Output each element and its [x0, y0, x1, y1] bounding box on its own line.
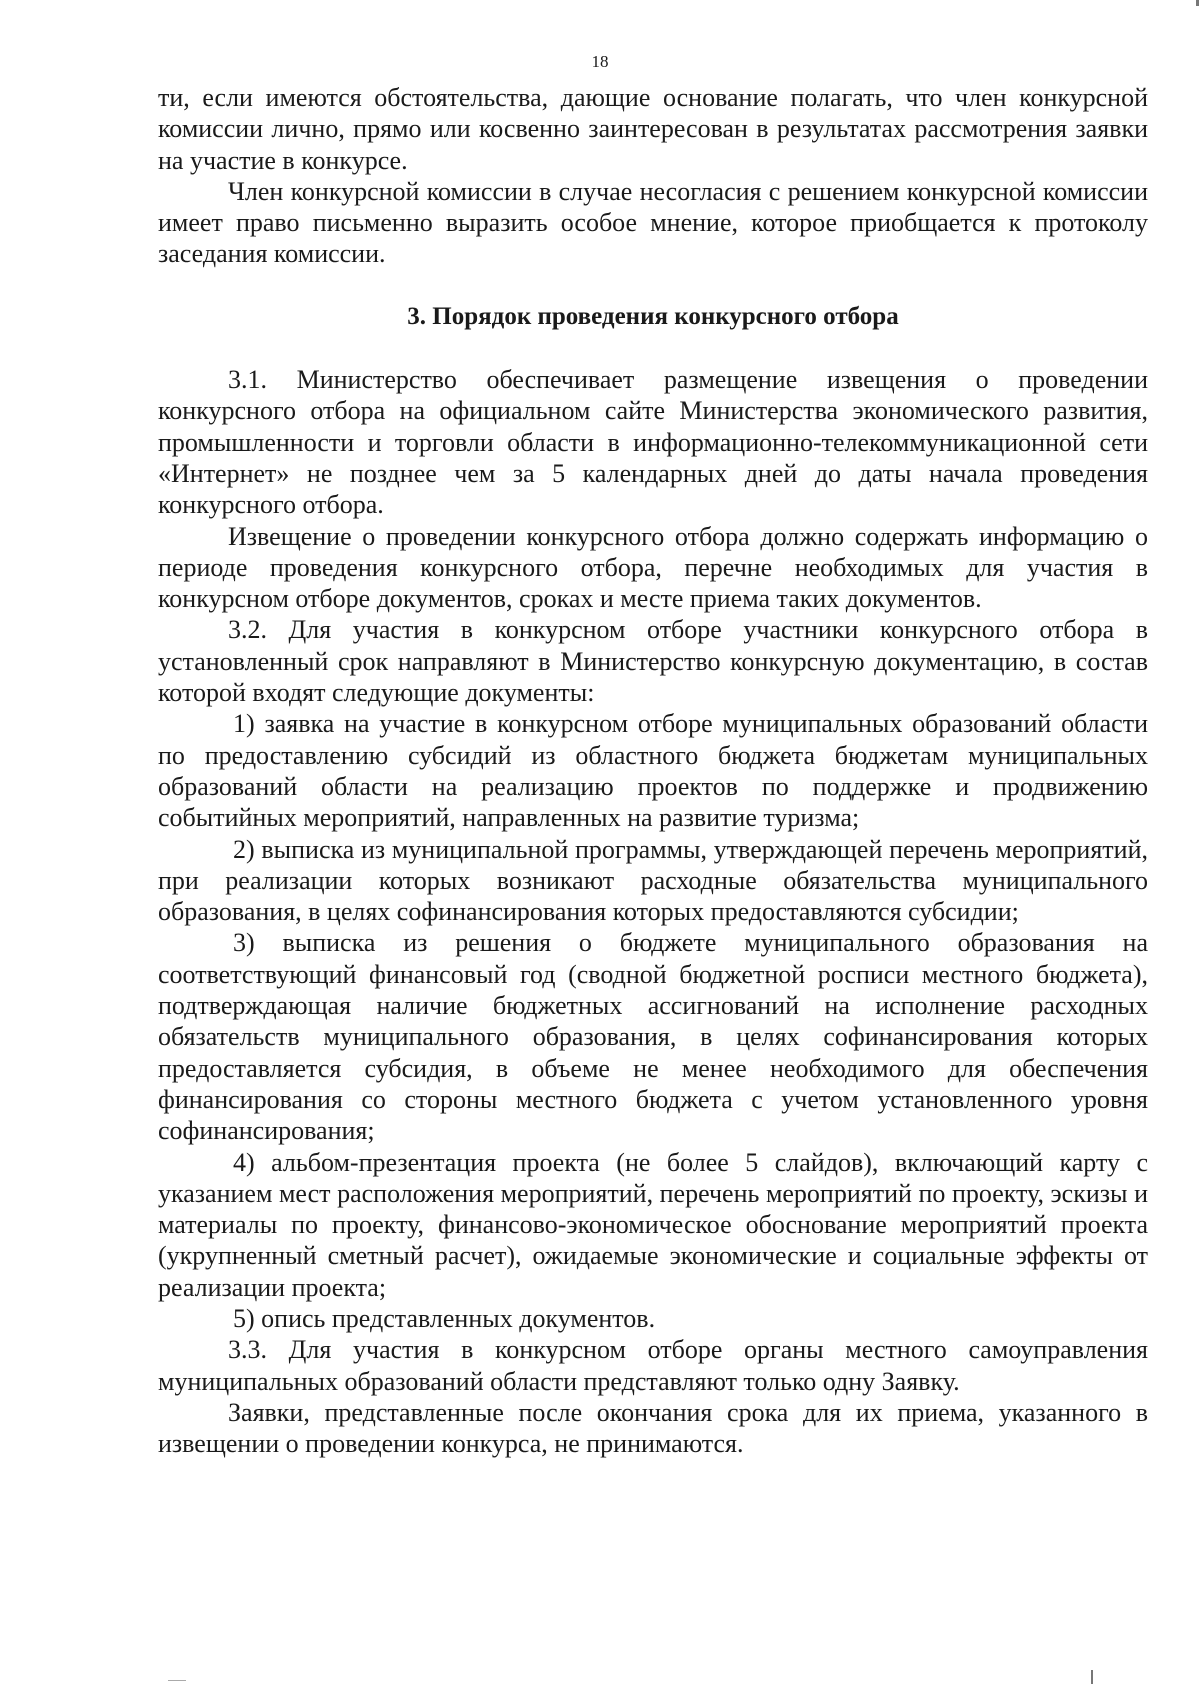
paragraph-late-applications: Заявки, представленные после окончания срока для их приема, указанного в извещении о проведении конкурса, не принимаются.	[158, 1397, 1148, 1459]
paragraph-member-opinion: Член конкурсной комиссии в случае несогласия с решением конкурсной комиссии имеет право письменно выразить особое мнение, которое приобщается к протоколу заседания комиссии.	[158, 176, 1148, 269]
list-item-3: 3) выписка из решения о бюджете муниципального образования на соответствующий финансовый год (сводной бюджетной росписи местного бюджета), подтверждающая наличие бюджетных ассигнований на исполнение расходных обязательств муниципального образования, в целях софинансирования которых предоставляется субсидия, в объеме не менее необходимого для обеспечения финансирования со стороны местного бюджета с учетом установленного уровня софинансирования;	[158, 928, 1148, 1146]
scan-artifact	[1091, 1670, 1093, 1684]
list-item-4: 4) альбом-презентация проекта (не более 5 слайдов), включающий карту с указанием мест расположения мероприятий, перечень мероприятий по проекту, эскизы и материалы по проекту, финансово-экономическое обоснование мероприятий проекта (укрупненный сметный расчет), ожидаемые экономические и социальные эффекты от реализации проекта;	[158, 1147, 1148, 1302]
document-body	[158, 82, 1148, 1459]
list-item-2: 2) выписка из муниципальной программы, утверждающей перечень мероприятий, при реализации которых возникают расходные обязательства муниципального образования, в целях софинансирования которых предоставляются субсидии;	[158, 834, 1148, 927]
section-heading: 3. Порядок проведения конкурсного отбора	[407, 302, 899, 330]
paragraph-notice-contents: Извещение о проведении конкурсного отбора должно содержать информацию о периоде проведения конкурсного отбора, перечне необходимых для участия в конкурсном отборе документов, сроках и месте приема таких документов.	[158, 521, 1148, 614]
paragraph-3-1: 3.1. Министерство обеспечивает размещение извещения о проведении конкурсного отбора на официальном сайте Министерства экономического развития, промышленности и торговли области в информационно-телекоммуникационной сети «Интернет» не позднее чем за 5 календарных дней до даты начала проведения конкурсного отбора.	[158, 365, 1148, 520]
scan-artifact	[1196, 0, 1199, 6]
list-item-5: 5) опись представленных документов.	[233, 1303, 656, 1333]
paragraph-3-3: 3.3. Для участия в конкурсном отборе органы местного самоуправления муниципальных образований области представляют только одну Заявку.	[158, 1335, 1148, 1396]
page-number: 18	[591, 52, 609, 71]
paragraph-3-2: 3.2. Для участия в конкурсном отборе участники конкурсного отбора в установленный срок направляют в Министерство конкурсную документацию, в состав которой входят следующие документы:	[158, 615, 1148, 708]
scan-artifact	[168, 1680, 186, 1681]
paragraph-continuation: ти, если имеются обстоятельства, дающие основание полагать, что член конкурсной комиссии лично, прямо или косвенно заинтересован в результатах рассмотрения заявки на участие в конкурсе.	[158, 83, 1148, 175]
list-item-1: 1) заявка на участие в конкурсном отборе муниципальных образований области по предоставлению субсидий из областного бюджета бюджетам муниципальных образований области на реализацию проектов по поддержке и продвижению событийных мероприятий, направленных на развитие туризма;	[158, 709, 1148, 833]
